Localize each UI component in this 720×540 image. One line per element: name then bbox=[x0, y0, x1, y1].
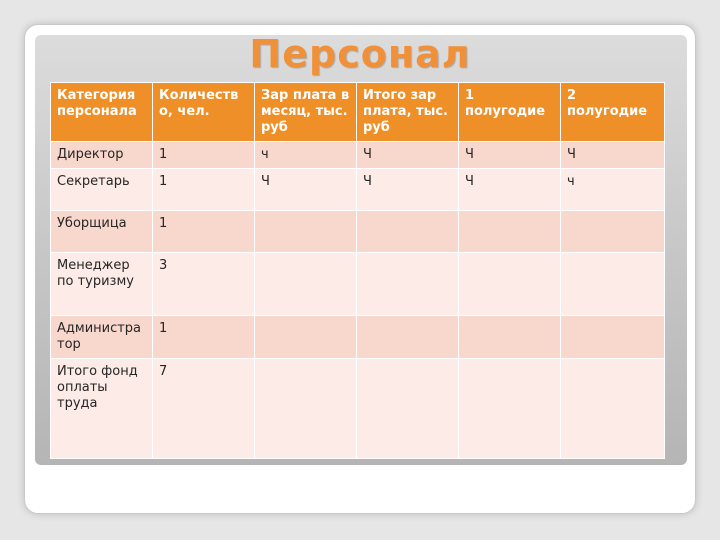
table-cell bbox=[459, 316, 561, 359]
table-cell bbox=[357, 211, 459, 253]
table-cell bbox=[459, 211, 561, 253]
table-cell: ч bbox=[255, 142, 357, 169]
header-quantity: Количеств о, чел. bbox=[153, 83, 255, 142]
table-cell: Итого фонд оплаты труда bbox=[51, 359, 153, 459]
table-cell: Ч bbox=[357, 169, 459, 211]
header-row bbox=[51, 83, 665, 142]
table-cell: 1 bbox=[153, 142, 255, 169]
table-cell bbox=[357, 359, 459, 459]
header-half-year-2: 2 полугодие bbox=[561, 83, 665, 142]
table-cell bbox=[561, 253, 665, 316]
table-cell: Секретарь bbox=[51, 169, 153, 211]
table-cell bbox=[255, 359, 357, 459]
table-cell bbox=[357, 253, 459, 316]
table-row bbox=[51, 142, 665, 169]
header-half-year-1: 1 полугодие bbox=[459, 83, 561, 142]
table-row bbox=[51, 253, 665, 316]
table-cell: Ч bbox=[255, 169, 357, 211]
header-category: Категория персонала bbox=[51, 83, 153, 142]
staff-table bbox=[50, 82, 665, 459]
slide-title: Персонал bbox=[249, 32, 471, 76]
table-body bbox=[51, 142, 665, 459]
table-cell bbox=[255, 316, 357, 359]
table-row bbox=[51, 169, 665, 211]
table-cell bbox=[255, 253, 357, 316]
header-monthly-salary: Зар плата в месяц, тыс. руб bbox=[255, 83, 357, 142]
table-cell bbox=[459, 253, 561, 316]
table-cell: 1 bbox=[153, 211, 255, 253]
table-cell: Ч bbox=[459, 142, 561, 169]
table-cell: 1 bbox=[153, 169, 255, 211]
table-row bbox=[51, 316, 665, 359]
table-header bbox=[51, 83, 665, 142]
table-cell: Администра тор bbox=[51, 316, 153, 359]
table-cell: 3 bbox=[153, 253, 255, 316]
table-row bbox=[51, 359, 665, 459]
table-cell: Ч bbox=[561, 142, 665, 169]
table-cell: 7 bbox=[153, 359, 255, 459]
table-row bbox=[51, 211, 665, 253]
table-cell: Директор bbox=[51, 142, 153, 169]
table-cell bbox=[561, 316, 665, 359]
table-cell bbox=[561, 359, 665, 459]
table-cell: 1 bbox=[153, 316, 255, 359]
table-cell bbox=[561, 211, 665, 253]
table-cell: Менеджер по туризму bbox=[51, 253, 153, 316]
table-cell bbox=[255, 211, 357, 253]
table-cell bbox=[357, 316, 459, 359]
table-cell bbox=[459, 359, 561, 459]
table-cell: Ч bbox=[357, 142, 459, 169]
table-cell: Уборщица bbox=[51, 211, 153, 253]
table-cell: Ч bbox=[459, 169, 561, 211]
table-cell: ч bbox=[561, 169, 665, 211]
header-total-salary: Итого зар плата, тыс. руб bbox=[357, 83, 459, 142]
